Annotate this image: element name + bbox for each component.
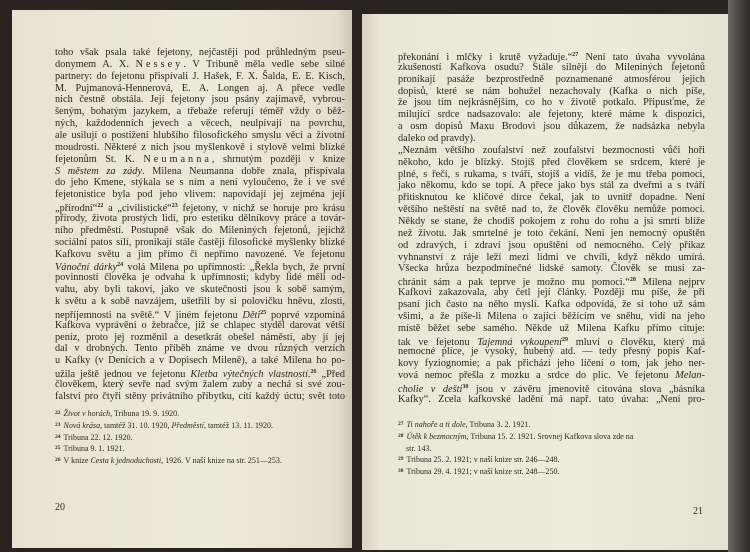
text-line [55,260,345,272]
text-line [55,94,345,106]
text-line [398,228,705,240]
footnote [55,432,345,444]
text-run: cholie v dešti [398,384,463,396]
text-line [55,106,345,118]
text-run: fejetonům St. K. [55,153,144,165]
text-run: M. Pujmanová-Hennerová, E. A. Longen aj. A přece vedle [55,82,345,94]
left-body-text [55,47,345,403]
text-run: přírody, života prostých lidí, pro estetiku dělníkovy práce a továr- [55,213,345,225]
text-run: povinností člověka je odvaha k upřímnosti; kdyby lidé měli od- [55,272,345,284]
text-line [55,130,345,142]
text-line [398,263,705,275]
footnote-reference: 23 [171,203,178,210]
text-run: Melan- [675,370,705,382]
text-run: Kafky“. Zcela kafkovské ladění má např. tato úvaha: „Není pro- [398,393,705,405]
left-footnotes [55,408,345,467]
text-line [55,201,345,213]
text-run: chránit sám a pak teprve je možno mu pomoci.“ [398,277,630,289]
text-run: donymem A. X. [55,58,136,70]
text-line [55,379,345,391]
text-run: fejetonistice byla pod jeho vlivem: napovídají jej zejména její [55,189,345,201]
right-page [362,14,728,550]
text-line [398,121,705,133]
text-run: . Milena Neumanna dobře znala, přispívala [142,165,345,177]
text-run: Nová krása [63,420,101,430]
text-run: nepříjemnosti na světě.“ V jiném fejetonu [55,309,243,321]
text-run: místě běžet sebe samého. Někde už Milena Kafku přímo cituje: [398,322,705,334]
text-line [398,204,705,216]
text-run: zkušeností Kafkova osudu? Stále silněji do Mileniných fejetonů [398,61,705,73]
text-line [55,391,345,403]
text-line [55,118,345,130]
text-run: Kafkovu světu a jim přímo či nepřímo navozené. Ve fejetonu [55,248,345,260]
footnote [55,420,345,432]
text-run: , Tribuna 3. 2. 1921. [465,420,531,429]
text-line [55,272,345,284]
text-run: partnery: do fejetonu přispívali J. Hašek, F. X. Šalda, E. E. Kisch, [55,70,345,82]
text-line [55,308,345,320]
footnote-number: 29 [398,456,404,463]
text-run: . V Tribuně měla vedle sebe silné [183,58,345,70]
text-run: ných, každodenních jevech a věcech, neulpívají na povrchu, [55,118,345,130]
footnote-number: 27 [398,421,404,427]
text-line [398,133,705,145]
text-run: Děti [242,309,261,321]
text-run: Milena nejprv [635,277,706,289]
text-line [55,225,345,237]
text-run: falství pro čtyři stěny privátního příbytku, cítí každý úctu; svět toto [55,390,345,402]
footnote [398,431,705,443]
text-run: tak ve fejetonu [398,336,478,348]
text-line [55,237,345,249]
book-edge [728,0,750,552]
right-body-text [398,50,705,406]
text-run: Život v horách [63,409,111,418]
text-line [398,157,705,169]
footnote [398,419,705,431]
text-run: mluví o člověku, který má [568,336,706,348]
footnote-number: 26 [55,457,61,464]
text-run: Všecka hrůza bezpodmínečné lidské samoty. Člověk se musí za- [398,263,705,275]
text-line [55,47,345,59]
text-run: volá Milena po upřímnosti: „Řekla bych, že první [123,262,345,274]
text-run: str. 143. [406,443,432,453]
text-line [398,382,705,394]
text-line [398,216,705,228]
text-line [398,50,705,62]
text-run: V knize [63,456,91,466]
text-run: pronikají pasáže bezprostředně poznamenané atmosférou jejich [398,73,705,85]
text-run: a osm dopisů Maxu Brodovi jsou důkazem, že nadsázka nebyla [398,121,705,133]
text-run: dal v drobných. Tento příběh známe ve dvou různých verzích [55,343,345,355]
text-line [398,311,705,323]
text-line [55,71,345,83]
text-run: moudrosti. Některé z nich jsou myšlenkově i stylově velmi blízké [55,141,345,153]
text-line [398,394,705,406]
text-line [398,97,705,109]
text-run: „Neznám většího zoufalství než zoufalství bezmocnosti vůči hoři [398,144,705,156]
footnote-reference: 25 [260,309,267,316]
text-run: nich čestně obstála. Její fejetony jsou psány zajímavě, vybrou- [55,94,345,106]
text-run: fejetony, v nichž se horuje pro krásu [177,203,345,215]
text-run: vová nemoc přešla z mozku a srdce do plic. Ve fejetonu [398,370,676,382]
footnote-number: 30 [398,468,404,475]
page-number-right: 21 [693,506,703,517]
text-run: Nessey [135,58,184,70]
text-run: Cesta k jednoduchosti [90,456,162,466]
text-line [398,252,705,264]
text-run: ního předměstí. Postupně však do Mileniných fejetonů, jejichž [55,224,345,236]
text-run: daleko od pravdy). [398,133,476,145]
text-run: překonání i mlčky i krutě vyžaduje.“ [398,52,573,63]
text-run: přitisknutou ke klíčové dírce čekal, jak to uvnitř dopadne. Není [398,192,705,204]
text-run: plné, s řečí, s rukama, s tváří, stojíš a vidíš, že je mu třeba pomoci, [398,168,705,180]
text-line [398,74,705,86]
text-line [55,249,345,261]
text-line [398,299,705,311]
text-line [398,180,705,192]
text-run: ale usilují o postižení hlubšího filosofického smyslu věcí a životní [55,130,345,142]
footnote-number: 23 [55,421,61,428]
text-line [398,109,705,121]
text-run: u Kafky (v Denících a v Dopisech Mileně), a také Milena ho po- [55,355,345,367]
footnote-reference: 24 [117,262,124,269]
text-line [55,177,345,189]
text-line [55,154,345,166]
text-line [55,355,345,367]
footnote [398,466,705,478]
text-run: dopisů, které se nám bohužel nezachovaly (Kafka o nich píše, [398,85,705,97]
text-run: „přírodní“ [55,203,98,215]
footnote-number: 24 [55,433,61,440]
text-run: Kletba výtečných vlastností. [190,369,311,381]
footnote [398,454,705,466]
text-run: Tajemná vykoupení [477,336,563,348]
text-line [55,296,345,308]
text-run: Vánoční dárky [55,262,118,274]
text-line [55,83,345,95]
text-run: Kafkova vyprávění o žebračce, jíž se chlapec styděl darovat větší [55,319,345,331]
text-run: S městem za zády [55,165,143,177]
text-line [55,166,345,178]
text-line [55,59,345,71]
text-run: Neumanna [143,153,212,165]
footnote-reference: 29 [562,336,569,343]
text-run: užila ještě jednou ve fejetonu [55,369,191,381]
footnote-reference: 30 [462,384,469,391]
text-line [398,346,705,358]
text-line [398,192,705,204]
footnote-number: 25 [55,445,61,452]
text-line [55,284,345,296]
text-line [398,287,705,299]
text-line [55,142,345,154]
text-line [398,86,705,98]
right-footnotes [398,419,705,478]
text-line [398,169,705,181]
text-run: Není tato úvaha vyvolána [578,52,705,63]
text-run: k světu a k sobě navzájem, ušetřili by si polovičku hněvu, zlosti, [55,296,345,308]
text-run: od zdravých, i zdraví jsou opuštěni od nemocného. Celý příkaz [398,239,705,251]
text-run: Útěk k bezmocným [406,431,467,441]
text-line [398,62,705,74]
footnote-reference: 28 [629,277,636,284]
text-run: milující srdce nadsazovalo: ale fejetony, které máme k dispozici, [398,109,705,121]
text-line [398,323,705,335]
text-run: vyhnanství z ráje leží mezi lidmi ve chvíli, když někdo umírá. [398,251,705,263]
footnote-reference: 22 [97,203,104,210]
text-line [398,370,705,382]
text-run: většího neštěstí na světě nad to, že člověk člověku nemůže pomoci. [398,204,705,216]
text-run: šeným, bohatým jazykem, a třebaže referují téměř vždy o běž- [55,106,345,118]
text-run: do jeho Kmene, stýkala se s ním a není vyloučeno, že i ve své [55,177,345,189]
text-run: , Tribuna 19. 9. 1920. [110,409,180,418]
footnote [55,455,345,467]
text-run: , 1926. V naší knize na str. 251—253. [161,456,282,466]
text-run: , tamtéž 13. 11. 1920. [203,420,273,430]
text-run: Někdy se stane, že chodíš pokojem z rohu do rohu a jsi smrti blíže [398,216,705,228]
text-run: Tribuna 25. 2. 1921; v naší knize str. 246—248. [406,455,560,465]
text-run: Tribuna 29. 4. 1921; v naší knize str. 248—250. [406,467,560,477]
text-line [55,332,345,344]
footnote [55,408,345,420]
text-run: všimi, a že píše-li Milena o zajíci běžícím ve sněhu, vidí na jeho [398,310,705,322]
text-line [55,213,345,225]
text-line [398,275,705,287]
text-run: že jsou tím nejkrásnějším, co ho v životě potkalo. Připusťme, že [398,97,705,109]
text-line [55,367,345,379]
page-number-left: 20 [55,502,65,513]
text-run: Tribuna 9. 1. 1921. [63,444,125,454]
text-line [55,189,345,201]
text-line [55,320,345,332]
footnote-reference: 27 [572,52,579,58]
text-run: Kafkovi zakazovala, aby četl její články. Později mu píše, že při [398,287,705,299]
footnote-number: 28 [398,432,404,439]
footnote [55,443,345,455]
text-run: peníz, proto jej rozměnil a desetkrát obešel náměstí, aby jí jej [55,331,345,343]
text-line [398,240,705,252]
text-run: nemocné plíce, je vysoký, hubený atd. — tedy přesný popis Kaf- [398,346,705,358]
text-run: a „civilistické“ [103,203,172,215]
text-run: jsou v závěru jmenovitě citována slova „básníka [468,384,705,396]
text-run: , Tribuna 15. 2. 1921. Srovnej Kafkova slova zde na [466,431,634,441]
footnote-reference: 26 [310,369,317,376]
text-run: Tribuna 22. 12. 1920. [63,432,133,442]
text-run: poprvé vzpomíná [266,309,345,321]
text-run: Předměstí [171,420,204,430]
text-run: sociální patos sílí, pronikají stále častěji filosofické myšlenky blízké [55,236,345,248]
footnote-number: 22 [55,410,61,416]
text-run: vahu, aby byli takoví, jako ve skutečnosti jsou k sobě samým, [55,284,345,296]
text-line [398,335,705,347]
text-run: než životu. Jak smrtelné je toto čekání. Není jen nemocný opuštěn [398,227,705,239]
text-run: psaní jich často na něho myslí. Kafka odpovídá, že si toho už sám [398,299,705,311]
left-page [12,10,352,548]
text-line [398,358,705,370]
text-run: , shrnutým později v knize [211,153,346,165]
text-line [398,145,705,157]
footnote [398,443,705,455]
text-run: Ti nahoře a ti dole [406,420,466,429]
text-line [55,343,345,355]
text-run: kovy fyziognomie; a pak přichází jeho líčení o tom, jak jeho ner- [398,358,705,370]
text-run: někoho, kdo je blízký. Stojíš před člověkem se srdcem, které je [398,156,705,168]
text-run: člověkem, který sevře nad svým žalem zuby a nechá si své zou- [55,379,345,391]
text-run: toho však psala také fejetony, nejčastěji pod průhledným pseu- [55,47,345,58]
text-run: „Před [316,369,345,381]
text-run: jako někomu, kdo se topí. A přece jako bys stál za dveřmi a s tváří [398,180,705,192]
text-run: , tamtéž 31. 10. 1920, [100,420,172,430]
